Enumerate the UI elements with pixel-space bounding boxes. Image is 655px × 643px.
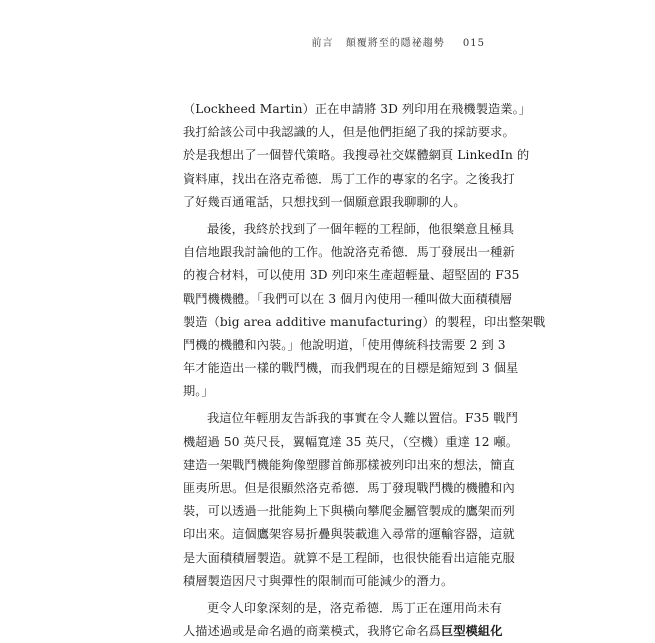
- text-line: 更令人印象深刻的是，洛克希德．馬丁正在運用尚未有: [207, 600, 502, 615]
- text-run: 人描述過或是命名過的商業模式，我將它命名爲: [183, 624, 442, 639]
- text-line: 建造一架戰鬥機能夠像塑膠首飾那樣被列印出來的想法，簡直: [183, 457, 515, 472]
- text-line: 我打給該公司中我認識的人，但是他們拒絕了我的採訪要求。: [183, 125, 515, 140]
- text-line: 裝，可以透過一批能夠上下與橫向攀爬金屬管製成的鷹架而列: [183, 504, 515, 519]
- header-title: 顛覆將至的隱祕趨勢: [345, 38, 445, 49]
- text-line: 的複合材料，可以使用 3D 列印來生產超輕量、超堅固的 F35: [183, 268, 520, 283]
- paragraph: [183, 98, 532, 214]
- text-line: 年才能造出一樣的戰鬥機，而我們現在的目標是縮短到 3 個星: [183, 361, 519, 376]
- page-number: 015: [462, 38, 485, 49]
- paragraph: [183, 218, 546, 404]
- text-line: 印出來。這個鷹架容易折疊與裝載進入尋常的運輸容器，這就: [183, 527, 515, 542]
- running-header: [312, 34, 485, 49]
- text-line: 機超過 50 英尺長，翼幅寬達 35 英尺，（空機）重達 12 噸。: [183, 434, 519, 449]
- text-line: 積層製造因尺寸與彈性的限制而可能減少的潛力。: [183, 573, 454, 588]
- emphasized-term: 巨型模組化: [441, 624, 503, 639]
- text-line: 最後，我終於找到了一個年輕的工程師，他很樂意且極具: [207, 221, 515, 236]
- text-line: 了好幾百通電話，只想找到一個願意跟我聊聊的人。: [183, 194, 466, 209]
- text-line: 資料庫，找出在洛克希德．馬丁工作的專家的名字。之後我打: [183, 171, 515, 186]
- paragraph: [183, 407, 519, 593]
- text-line: 我這位年輕朋友告訴我的事實在令人難以置信。F35 戰鬥: [207, 411, 518, 426]
- text-line: 匪夷所思。但是很顯然洛克希德．馬丁發現戰鬥機的機體和內: [183, 481, 515, 495]
- text-line: 期。」: [183, 384, 214, 399]
- header-section: 前言: [311, 38, 334, 49]
- body-text: [183, 98, 546, 643]
- text-line: 自信地跟我討論他的工作。他說洛克希德．馬丁發展出一種新: [183, 245, 515, 260]
- text-line: 戰鬥機機體。「我們可以在 3 個月內使用一種叫做大面積積層: [183, 291, 513, 306]
- paragraph: [183, 597, 503, 643]
- text-line: [183, 620, 503, 643]
- text-line: 鬥機的機體和內裝。」他說明道，「使用傳統科技需要 2 到 3: [183, 337, 506, 352]
- text-line: （Lockheed Martin）正在申請將 3D 列印用在飛機製造業。」: [183, 102, 532, 116]
- text-line: 於是我想出了一個替代策略。我搜尋社交媒體網頁 LinkedIn 的: [183, 148, 530, 163]
- text-line: 製造（big area additive manufacturing）的製程，印出整架戰: [183, 314, 546, 329]
- text-line: 是大面積積層製造。就算不是工程師，也很快能看出這能克服: [183, 550, 515, 565]
